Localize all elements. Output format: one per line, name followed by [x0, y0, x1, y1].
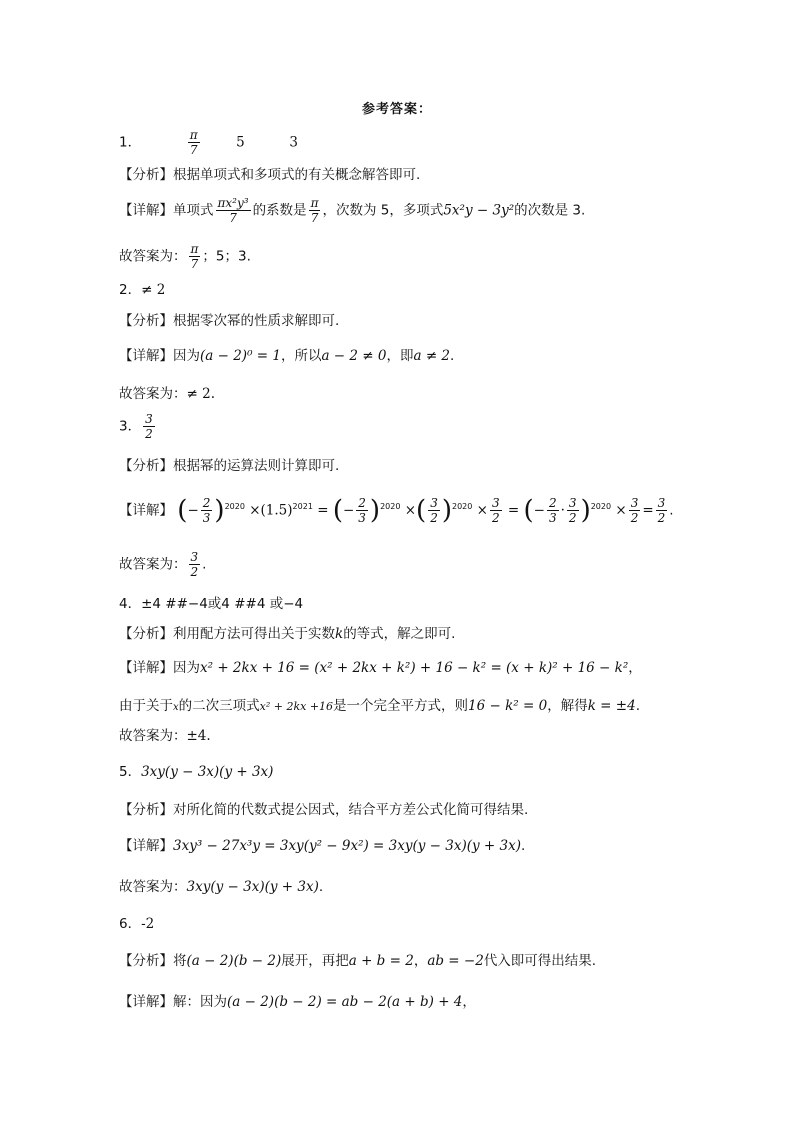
q4-final-answer: 故答案为：±4. [119, 728, 211, 744]
page-title: 参考答案： [361, 102, 432, 117]
q5-answer-line: 5．3xy(y − 3x)(y + 3x) [119, 764, 274, 780]
q5-detail: 【详解】3xy³ − 27x³y = 3xy(y² − 9x²) = 3xy(y − 3x)(y + 3x). [119, 838, 526, 854]
q3-final-answer: 故答案为： $\frac{3}{2}$ . [119, 550, 207, 579]
q1-final-answer: 故答案为： $\frac{\pi}{7}$ ；5；3. [119, 242, 251, 271]
q6-answer-line: 6．-2 [119, 916, 155, 932]
q3-answer-line: 3． $\frac{3}{2}$ [119, 412, 153, 441]
q5-analysis: 【分析】对所化简的代数式提公因式，结合平方差公式化简可得结果. [119, 802, 529, 818]
q1-analysis: 【分析】根据单项式和多项式的有关概念解答即可. [119, 167, 421, 183]
q3-analysis: 【分析】根据幂的运算法则计算即可. [119, 458, 340, 474]
q1-answer-line [119, 128, 298, 157]
q4-answer-line: 4．±4 ##−4或4 ##4 或−4 [119, 596, 304, 612]
q4-analysis: 【分析】利用配方法可得出关于实数k的等式，解之即可. [119, 626, 456, 642]
q2-analysis: 【分析】根据零次幂的性质求解即可. [119, 313, 340, 329]
q4-detail: 【详解】因为x² + 2kx + 16 = (x² + 2kx + k²) + 16 − k² = (x + k)² + 16 − k²， [119, 660, 642, 676]
q3-detail: 【详解】 (− $\frac{2}{3}$ )$^{2020} \times(1.5)^{2021}$ = (− $\frac{2}{3}$ )$^{2020}$ ×( $\frac{3}{2}$ )$^{2020}$ × $\frac{3}{2}$ = (− $\frac{2}{3}$ · $\frac{3}{2}$ )$^{2020}$ × $\frac{3}{2}$ = $\frac{3}{2}$ . [119, 495, 674, 526]
q1-answer-fraction: $\frac{\pi}{7}$ [189, 128, 198, 157]
q2-answer-line: 2．≠ 2 [119, 282, 166, 298]
q2-final-answer: 故答案为：≠ 2. [119, 386, 215, 402]
q5-final-answer: 故答案为：3xy(y − 3x)(y + 3x). [119, 879, 324, 895]
q6-detail: 【详解】解：因为(a − 2)(b − 2) = ab − 2(a + b) + 4， [119, 994, 476, 1010]
q1-answer-degree: 5 [236, 134, 245, 151]
q6-analysis: 【分析】将(a − 2)(b − 2)展开，再把a + b = 2，ab = −2代入即可得出结果. [119, 953, 597, 969]
q1-detail: 【详解】单项式 $\frac{\text{πx²y³}}{7}$ 的系数是 $\frac{\pi}{7}$ ，次数为 5，多项式5x²y − 3y²的次数是 3. [119, 196, 586, 225]
q1-answer-poly-degree: 3 [289, 134, 298, 151]
q1-number: 1． [119, 134, 142, 151]
q2-detail: 【详解】因为(a − 2)⁰ = 1，所以a − 2 ≠ 0，即a ≠ 2. [119, 348, 455, 364]
q4-detail-continued: 由于关于x的二次三项式x² + 2kx +16是一个完全平方式，则16 − k² = 0，解得k = ±4. [119, 698, 640, 714]
